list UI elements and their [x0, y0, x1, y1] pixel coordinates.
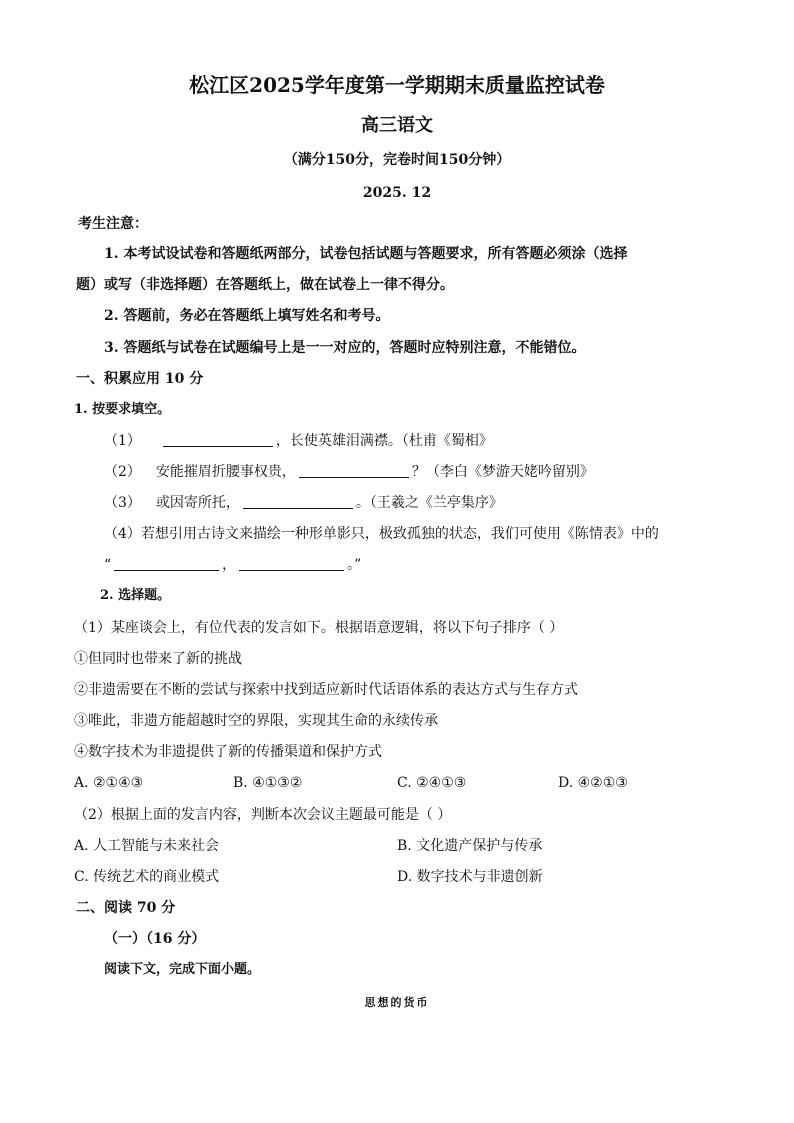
question-2-label: 2. 选择题。: [100, 588, 171, 603]
fill-item-3-after: 。（王羲之《兰亭集序》: [355, 495, 503, 511]
option-1-b[interactable]: B. ④①③②: [233, 775, 303, 791]
fill-item-1-number: （1）: [104, 433, 141, 449]
article-title: 思想的货币: [364, 996, 430, 1009]
question-1-label: 1. 按要求填空。: [74, 402, 171, 417]
reading-instruction: 阅读下文，完成下面小题。: [104, 962, 261, 977]
sentence-2: ②非遗需要在不断的尝试与探索中找到适应新时代话语体系的表达方式与生存方式: [74, 682, 578, 698]
exam-title: 松江区2025学年度第一学期期末质量监控试卷: [189, 73, 605, 97]
fill-item-2-before: 安能摧眉折腰事权贵，: [155, 464, 296, 480]
fill-blank-4[interactable]: [114, 556, 219, 571]
question-2-sub-2: （2）根据上面的发言内容，判断本次会议主题最可能是（ ）: [74, 807, 452, 823]
option-1-c[interactable]: C. ②④①③: [397, 775, 467, 791]
fill-item-2-after: ？（李白《梦游天姥吟留别》: [411, 464, 594, 480]
fill-item-4-comma: ，: [222, 557, 237, 573]
fill-item-3-number: （3）: [104, 495, 141, 511]
exam-date: 2025. 12: [362, 185, 432, 201]
option-2-d[interactable]: D. 数字技术与非遗创新: [397, 869, 543, 885]
fill-item-4-line-2: [104, 555, 361, 575]
exam-info: （满分150分，完卷时间150分钟）: [283, 152, 511, 168]
notice-item-2: 2. 答题前，务必在答题纸上填写姓名和考号。: [104, 308, 390, 324]
fill-item-1: [104, 431, 493, 451]
sentence-4: ④数字技术为非遗提供了新的传播渠道和保护方式: [74, 744, 382, 760]
fill-item-4-close-quote: 。”: [347, 557, 362, 573]
fill-item-4-open-quote: “: [104, 557, 112, 573]
option-2-b[interactable]: B. 文化遗产保护与传承: [397, 838, 543, 854]
option-2-c[interactable]: C. 传统艺术的商业模式: [74, 869, 220, 885]
fill-item-1-after: ，长使英雄泪满襟。（杜甫《蜀相》: [275, 433, 493, 449]
section-1-heading: 一、积累应用 10 分: [76, 371, 204, 387]
notice-item-3: 3. 答题纸与试卷在试题编号上是一一对应的，答题时应特别注意，不能错位。: [104, 340, 586, 356]
notice-item-1-line-1: 1. 本考试设试卷和答题纸两部分，试卷包括试题与答题要求，所有答题必须涂（选择: [104, 246, 628, 262]
fill-item-2-number: （2）: [104, 464, 141, 480]
fill-item-3: [104, 493, 503, 513]
notice-item-1-line-2: 题）或写（非选择题）在答题纸上，做在试卷上一律不得分。: [76, 277, 454, 293]
notice-heading: 考生注意：: [78, 216, 148, 232]
fill-blank-5[interactable]: [239, 556, 344, 571]
section-2-heading: 二、阅读 70 分: [76, 900, 176, 916]
fill-item-3-before: 或因寄所托，: [155, 495, 240, 511]
fill-blank-2[interactable]: [299, 463, 409, 478]
exam-subject: 高三语文: [361, 115, 433, 136]
option-1-a[interactable]: A. ②①④③: [74, 775, 144, 791]
sentence-3: ③唯此，非遗方能超越时空的界限，实现其生命的永续传承: [74, 713, 438, 729]
fill-item-4-line-1: （4）若想引用古诗文来描绘一种形单影只，极致孤独的状态，我们可使用《陈情表》中的: [104, 526, 659, 542]
fill-blank-1[interactable]: [163, 432, 273, 447]
sentence-1: ①但同时也带来了新的挑战: [74, 651, 242, 667]
question-2-sub-1: （1）某座谈会上，有位代表的发言如下。根据语意逻辑，将以下句子排序（ ）: [74, 620, 564, 636]
fill-item-2: [104, 462, 594, 482]
reading-part-1: （一）（16 分）: [104, 931, 206, 947]
option-1-d[interactable]: D. ④②①③: [558, 775, 628, 791]
option-2-a[interactable]: A. 人工智能与未来社会: [74, 838, 220, 854]
fill-blank-3[interactable]: [243, 494, 353, 509]
